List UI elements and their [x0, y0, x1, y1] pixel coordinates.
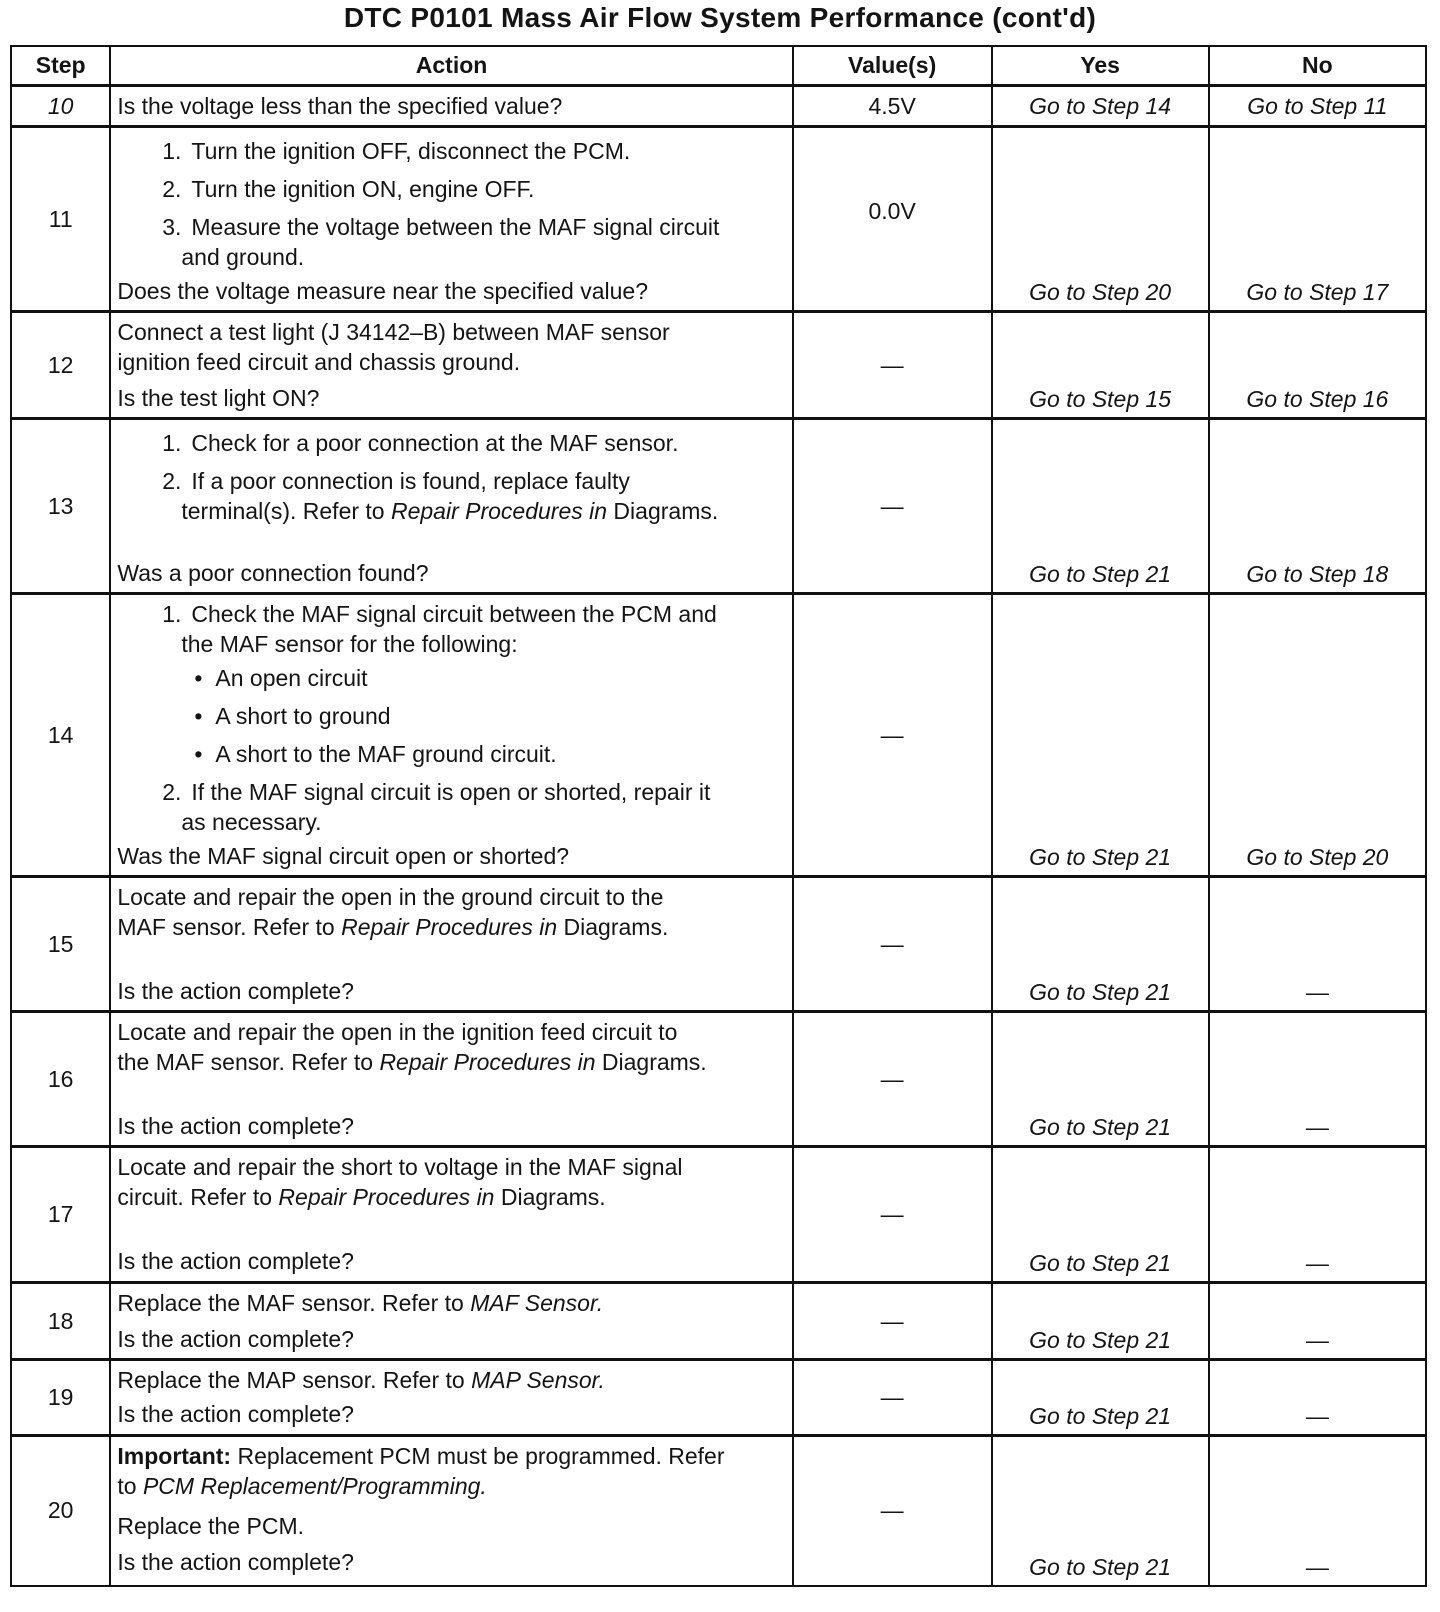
action-cell — [110, 1012, 792, 1147]
value-cell: — — [793, 877, 992, 1012]
step-number: 19 — [11, 1360, 110, 1436]
diagnostic-table — [10, 45, 1427, 1587]
list-item: 2. Turn the ignition ON, engine OFF. — [162, 176, 535, 202]
header-action: Action — [110, 46, 792, 86]
step-number: 18 — [11, 1283, 110, 1360]
step-number: 14 — [11, 594, 110, 877]
list-item: 2. If the MAF signal circuit is open or shorted, repair it — [162, 779, 711, 805]
step-number: 10 — [11, 86, 110, 127]
action-cell — [110, 594, 792, 877]
step-number: 16 — [11, 1012, 110, 1147]
list-item: 1. Check for a poor connection at the MAF sensor. — [162, 430, 679, 456]
yes-cell: Go to Step 21 — [992, 594, 1209, 877]
list-item-continued: the MAF sensor for the following: — [181, 631, 518, 657]
value-cell: — — [793, 419, 992, 594]
action-text: to PCM Replacement/Programming. — [117, 1473, 487, 1499]
action-cell — [110, 1283, 792, 1360]
value-cell: — — [793, 594, 992, 877]
no-cell: — — [1209, 1012, 1426, 1147]
action-cell — [110, 1147, 792, 1283]
action-question: Is the action complete? — [117, 1248, 354, 1274]
list-item-continued: as necessary. — [181, 809, 322, 835]
action-text: Locate and repair the short to voltage in the MAF signal — [117, 1154, 683, 1180]
list-item-continued: terminal(s). Refer to Repair Procedures in Diagrams. — [181, 498, 719, 524]
step-number: 11 — [11, 127, 110, 312]
no-cell: Go to Step 11 — [1209, 86, 1426, 127]
no-cell: Go to Step 20 — [1209, 594, 1426, 877]
list-item-continued: and ground. — [181, 244, 305, 270]
table-row — [11, 877, 1426, 1012]
action-cell — [110, 1436, 792, 1586]
important-note: Important: Replacement PCM must be programmed. Refer — [117, 1443, 725, 1469]
action-text: the MAF sensor. Refer to Repair Procedures in Diagrams. — [117, 1049, 707, 1075]
value-cell: — — [793, 1283, 992, 1360]
action-cell — [110, 127, 792, 312]
table-row — [11, 1436, 1426, 1586]
step-number: 15 — [11, 877, 110, 1012]
value-cell: — — [793, 1147, 992, 1283]
action-question: Was the MAF signal circuit open or shorted? — [117, 843, 570, 869]
value-cell: — — [793, 1436, 992, 1586]
yes-cell: Go to Step 14 — [992, 86, 1209, 127]
bullet-item: • A short to the MAF ground circuit. — [194, 741, 557, 767]
list-item: 2. If a poor connection is found, replace faulty — [162, 468, 630, 494]
header-yes: Yes — [992, 46, 1209, 86]
no-cell: — — [1209, 1360, 1426, 1436]
yes-cell: Go to Step 21 — [992, 1283, 1209, 1360]
action-text: MAF sensor. Refer to Repair Procedures in Diagrams. — [117, 914, 669, 940]
value-cell: — — [793, 1360, 992, 1436]
table-row — [11, 1283, 1426, 1360]
page-title: DTC P0101 Mass Air Flow System Performance (cont'd) — [343, 2, 1097, 33]
action-question: Is the action complete? — [117, 1326, 354, 1352]
action-text: Replace the MAF sensor. Refer to MAF Sensor. — [117, 1290, 604, 1316]
value-cell: 0.0V — [793, 127, 992, 312]
action-question: Is the action complete? — [117, 1549, 354, 1575]
table-row — [11, 594, 1426, 877]
table-row — [11, 1147, 1426, 1283]
value-cell: — — [793, 312, 992, 419]
value-cell: — — [793, 1012, 992, 1147]
action-text: Connect a test light (J 34142–B) between MAF sensor — [117, 319, 670, 345]
list-item: 1. Turn the ignition OFF, disconnect the PCM. — [162, 138, 631, 164]
no-cell: — — [1209, 1283, 1426, 1360]
list-item: 1. Check the MAF signal circuit between the PCM and — [162, 601, 717, 627]
yes-cell: Go to Step 21 — [992, 1436, 1209, 1586]
step-number: 12 — [11, 312, 110, 419]
yes-cell: Go to Step 20 — [992, 127, 1209, 312]
action-question: Does the voltage measure near the specified value? — [117, 278, 648, 304]
yes-cell: Go to Step 15 — [992, 312, 1209, 419]
action-question: Is the action complete? — [117, 978, 354, 1004]
bullet-item: • A short to ground — [194, 703, 391, 729]
action-text: Replace the PCM. — [117, 1513, 305, 1539]
action-cell — [110, 86, 792, 127]
action-cell — [110, 419, 792, 594]
header-row — [11, 46, 1426, 86]
table-row — [11, 312, 1426, 419]
table-row — [11, 419, 1426, 594]
value-cell: 4.5V — [793, 86, 992, 127]
action-text: circuit. Refer to Repair Procedures in Diagrams. — [117, 1184, 606, 1210]
yes-cell: Go to Step 21 — [992, 877, 1209, 1012]
step-number: 17 — [11, 1147, 110, 1283]
action-question: Was a poor connection found? — [117, 560, 429, 586]
action-text: ignition feed circuit and chassis ground. — [117, 349, 521, 375]
header-values: Value(s) — [793, 46, 992, 86]
action-question: Is the action complete? — [117, 1113, 354, 1139]
bullet-item: • An open circuit — [194, 665, 368, 691]
action-text: Locate and repair the open in the ground circuit to the — [117, 884, 664, 910]
yes-cell: Go to Step 21 — [992, 419, 1209, 594]
no-cell: — — [1209, 1436, 1426, 1586]
yes-cell: Go to Step 21 — [992, 1360, 1209, 1436]
no-cell: — — [1209, 1147, 1426, 1283]
action-question: Is the test light ON? — [117, 385, 320, 411]
yes-cell: Go to Step 21 — [992, 1012, 1209, 1147]
step-number: 20 — [11, 1436, 110, 1586]
no-cell: Go to Step 16 — [1209, 312, 1426, 419]
action-cell — [110, 877, 792, 1012]
yes-cell: Go to Step 21 — [992, 1147, 1209, 1283]
no-cell: — — [1209, 877, 1426, 1012]
action-question: Is the action complete? — [117, 1401, 354, 1427]
table-row — [11, 86, 1426, 127]
table-row — [11, 1360, 1426, 1436]
action-question: Is the voltage less than the specified value? — [117, 93, 563, 119]
table-row — [11, 127, 1426, 312]
action-cell — [110, 312, 792, 419]
header-step: Step — [11, 46, 110, 86]
action-text: Replace the MAP sensor. Refer to MAP Sensor. — [117, 1367, 605, 1393]
step-number: 13 — [11, 419, 110, 594]
action-cell — [110, 1360, 792, 1436]
no-cell: Go to Step 17 — [1209, 127, 1426, 312]
header-no: No — [1209, 46, 1426, 86]
no-cell: Go to Step 18 — [1209, 419, 1426, 594]
action-text: Locate and repair the open in the ignition feed circuit to — [117, 1019, 678, 1045]
table-row — [11, 1012, 1426, 1147]
list-item: 3. Measure the voltage between the MAF signal circuit — [162, 214, 720, 240]
